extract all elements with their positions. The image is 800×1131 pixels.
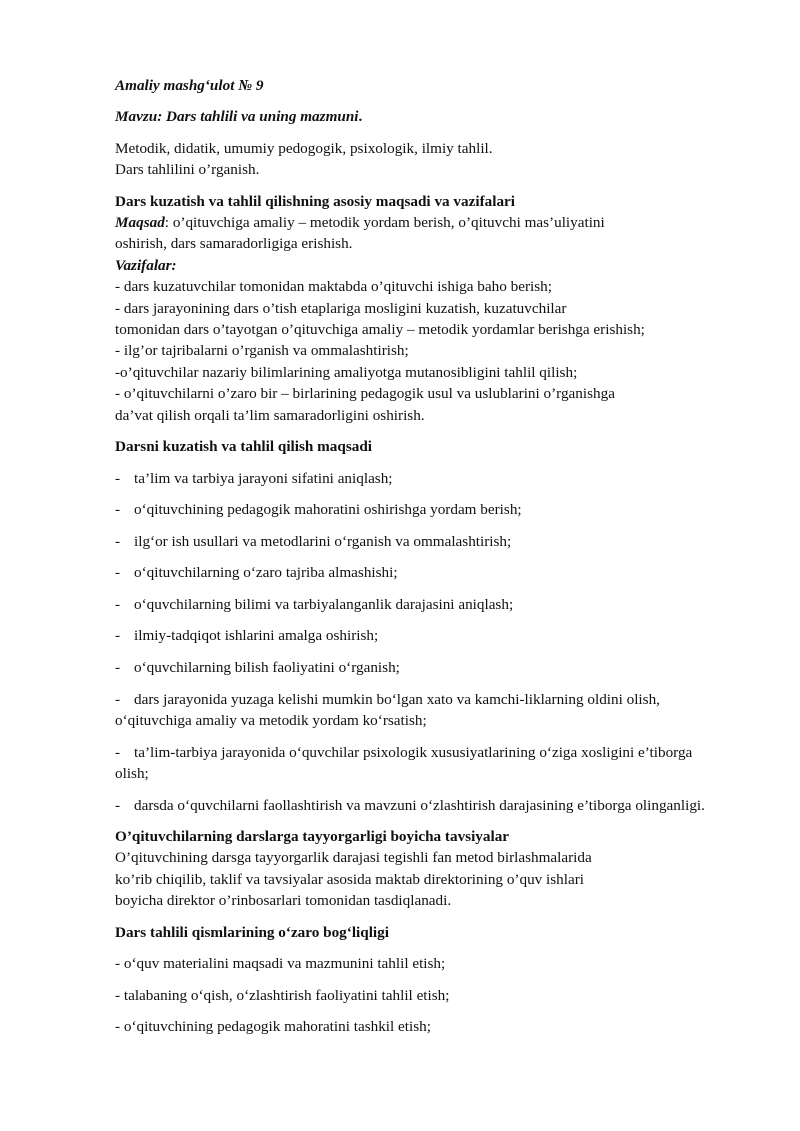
task-line: - dars kuzatuvchilar tomonidan maktabda o’qituvchi ishiga baho berish; (115, 278, 552, 296)
list-dash: - (115, 532, 121, 550)
list-item-text: o‘qituvchining pedagogik mahoratini oshirishga yordam berish; (134, 501, 522, 519)
task-line: - dars jarayonining dars o’tish etaplariga mosligini kuzatish, kuzatuvchilar (115, 299, 567, 317)
paragraph-line: ko’rib chiqilib, taklif va tavsiyalar asosida maktab direktorining o’quv ishlari (115, 870, 585, 888)
list-item (115, 625, 765, 646)
list-item-text: ta’lim va tarbiya jarayoni sifatini aniqlash; (134, 469, 393, 487)
list-dash: - (115, 564, 121, 582)
list-dash: - (115, 796, 121, 814)
section-heading: Dars tahlili qismlarining o‘zaro bog‘liqligi (115, 923, 389, 941)
list-item: - o‘quv materialini maqsadi va mazmunini tahlil etish; (115, 955, 446, 973)
task-line: da’vat qilish orqali ta’lim samaradorligini oshirish. (115, 406, 425, 424)
intro-line: Dars tahlilini o’rganish. (115, 161, 260, 179)
section-heading: Darsni kuzatish va tahlil qilish maqsadi (115, 438, 372, 456)
section-heading: O’qituvchilarning darslarga tayyorgarligi boyicha tavsiyalar (115, 828, 510, 846)
intro-block (115, 138, 765, 181)
list-item: - o‘qituvchining pedagogik mahoratini tashkil etish; (115, 1018, 431, 1036)
topic-title-period: . (358, 108, 363, 126)
section-heading: Dars kuzatish va tahlil qilishning asosiy maqsadi va vazifalari (115, 192, 516, 210)
task-line: - ilg’or tajribalarni o’rganish va ommalashtirish; (115, 342, 409, 360)
list-item-text: o‘quvchilarning bilish faoliyatini o‘rganish; (134, 659, 400, 677)
list-item-text-continued: olish; (115, 765, 149, 783)
list-dash: - (115, 501, 121, 519)
document-page (115, 75, 765, 1038)
list-dash: - (115, 469, 121, 487)
intro-line: Metodik, didatik, umumiy pedogogik, psixologik, ilmiy tahlil. (115, 139, 493, 157)
list-item (115, 689, 765, 732)
goal-line-continued: oshirish, dars samaradorligiga erishish. (115, 235, 353, 253)
paragraph-line: O’qituvchining darsga tayyorgarlik darajasi tegishli fan metod birlashmalarida (115, 849, 592, 867)
list-item (115, 468, 765, 489)
list-item-text: dars jarayonida yuzaga kelishi mumkin bo‘lgan xato va kamchi-liklarning oldini olish, (134, 690, 660, 708)
lesson-title-text: Amaliy mashg‘ulot № 9 (115, 77, 264, 94)
list-item-text-continued: o‘qituvchiga amaliy va metodik yordam ko‘rsatish; (115, 712, 427, 730)
lesson-title (115, 75, 765, 96)
list-item-text: o‘quvchilarning bilimi va tarbiyalanganlik darajasini aniqlash; (134, 595, 514, 613)
topic-title (115, 106, 765, 127)
task-line: - o’qituvchilarni o’zaro bir – birlarining pedagogik usul va uslublarini o’rganishga (115, 385, 615, 403)
list-dash: - (115, 595, 121, 613)
goal-label: Maqsad (115, 214, 165, 232)
tasks-label: Vazifalar: (115, 256, 177, 274)
goal-text: : o’qituvchiga amaliy – metodik yordam berish, o’qituvchi mas’uliyatini (164, 214, 605, 232)
list-item (115, 562, 765, 583)
goal-line (115, 212, 765, 233)
paragraph-line: boyicha direktor o’rinbosarlari tomonidan tasdiqlanadi. (115, 892, 452, 910)
list-dash: - (115, 690, 121, 708)
list-item (115, 531, 765, 552)
list-item (115, 795, 765, 816)
list-item (115, 742, 765, 785)
list-item (115, 657, 765, 678)
list-item (115, 499, 765, 520)
section-observation-goals (115, 436, 765, 816)
section-analysis-parts (115, 922, 765, 1038)
section-recommendations (115, 826, 765, 912)
list-dash: - (115, 627, 121, 645)
list-item: - talabaning o‘qish, o‘zlashtirish faoliyatini tahlil etish; (115, 986, 450, 1004)
list-item-text: ilg‘or ish usullari va metodlarini o‘rganish va ommalashtirish; (134, 532, 512, 550)
list-item (115, 594, 765, 615)
list-dash: - (115, 659, 121, 677)
list-dash: - (115, 743, 121, 761)
list-item-text: ilmiy-tadqiqot ishlarini amalga oshirish; (134, 627, 379, 645)
task-line: -o’qituvchilar nazariy bilimlarining amaliyotga mutanosibligini tahlil qilish; (115, 363, 578, 381)
list-item-text: ta’lim-tarbiya jarayonida o‘quvchilar psixologik xususiyatlarining o‘ziga xosligini e’tiborga (134, 743, 693, 761)
list-item-text: darsda o‘quvchilarni faollashtirish va mavzuni o‘zlashtirish darajasining e’tiborga olinganligi. (134, 796, 705, 814)
list-item-text: o‘qituvchilarning o‘zaro tajriba almashishi; (134, 564, 398, 582)
topic-title-text: Mavzu: Dars tahlili va uning mazmuni (115, 108, 359, 126)
task-line: tomonidan dars o’tayotgan o’qituvchiga amaliy – metodik yordamlar berishga erishish; (115, 321, 645, 339)
section-goals-and-tasks (115, 191, 765, 426)
